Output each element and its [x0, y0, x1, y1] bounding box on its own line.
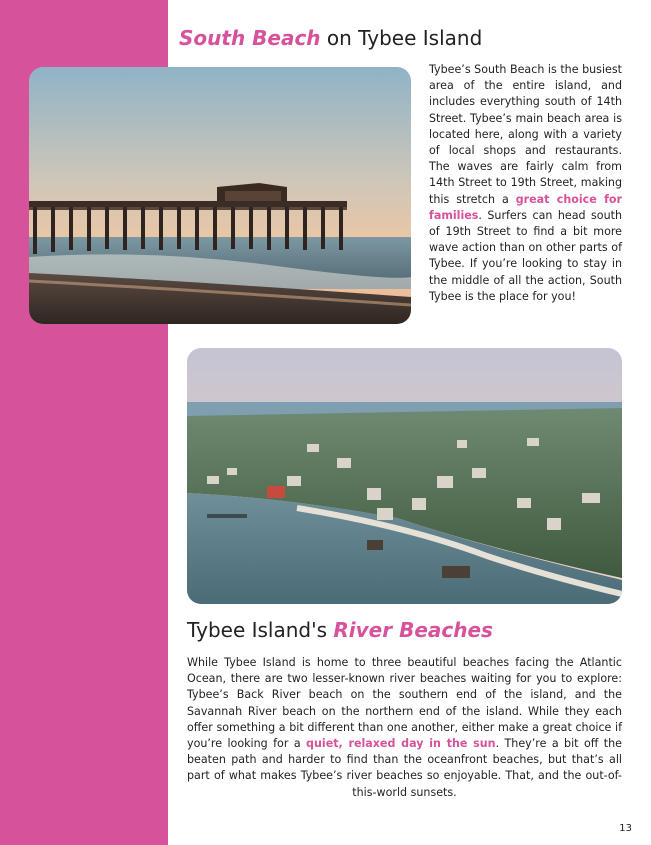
- river-beaches-body: [187, 655, 622, 801]
- body-text: Tybee’s South Beach is the busiest area of the entire island, and includes everything south of 14th Street. Tybee’s main beach area is located here, along with a variety of local shops and restaurants. The waves are fairly calm from 14th Street to 19th Street, making this stretch a: [429, 63, 622, 206]
- title-rest: Tybee Island's: [187, 618, 334, 642]
- page-number: 13: [619, 823, 632, 834]
- river-beaches-title: [187, 618, 493, 642]
- title-accent: South Beach: [179, 26, 321, 50]
- aerial-island-photo: [187, 348, 622, 604]
- body-text: . They’re a bit off the beaten path and harder to find than the oceanfront beaches, but that’s all part of what makes Tybee’s river beaches so enjoyable. That, and the out-of-this-world sunsets.: [187, 737, 622, 799]
- highlight-families: great choice for families: [429, 192, 623, 222]
- pier-sunset-photo: [29, 67, 411, 324]
- highlight-quiet-day: quiet, relaxed day in the sun: [306, 737, 496, 751]
- title-accent: River Beaches: [333, 618, 493, 642]
- body-text: . Surfers can head south of 19th Street to find a bit more wave action than on other parts of Tybee. If you’re looking to stay in the middle of all the action, South Tybee is the place for you!: [429, 208, 622, 303]
- south-beach-body: [429, 62, 622, 305]
- body-text: While Tybee Island is home to three beautiful beaches facing the Atlantic Ocean, there are two lesser-known river beaches waiting for you to explore: Tybee’s Back River beach on the southern end of the island, and the Savannah River beach on the northern end of the island. While they each offer something a bit different than one another, either make a great choice if you’re looking for a: [187, 656, 622, 751]
- title-rest: on Tybee Island: [320, 26, 483, 50]
- south-beach-title: [179, 26, 482, 50]
